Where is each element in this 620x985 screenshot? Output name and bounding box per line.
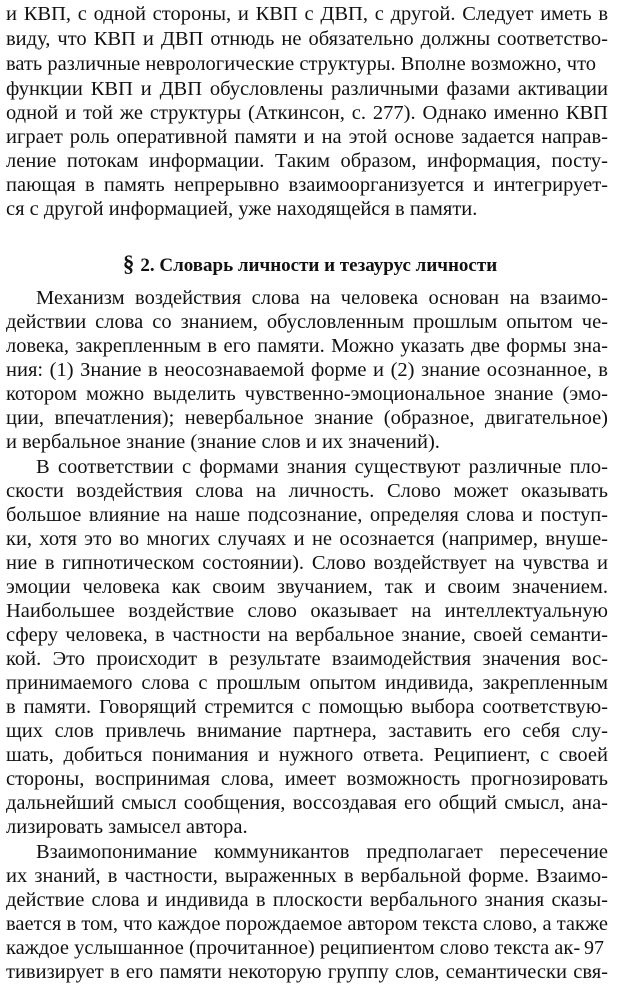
text-line: каждое услышанное (прочитанное) реципиентом слово текста ак- <box>6 937 581 959</box>
section-title: 2. Словарь личности и тезаурус личности <box>140 255 498 276</box>
text-line: кой. Это происходит в результате взаимодействия значения вос- <box>6 648 608 670</box>
text-line: их знаний, в частности, выраженных в вербальной форме. Взаимо- <box>6 865 608 887</box>
text-line: Взаимопонимание коммуникантов предполагает пересечение <box>36 841 608 863</box>
text-line: ловека, закрепленным в его памяти. Можно указать две формы зна- <box>6 335 608 357</box>
text-line: функции КВП и ДВП обусловлены различными фазами активации <box>6 78 608 100</box>
section-symbol: § <box>122 251 135 276</box>
text-line: вается в том, что каждое порождаемое автором текста слово, а также <box>6 913 608 935</box>
text-line: большое влияние на наше подсознание, определяя слова и поступ- <box>6 504 608 526</box>
text-line: принимаемого слова с прошлым опытом индивида, закрепленным <box>6 672 608 694</box>
text-line: В соответствии с формами знания существуют различные пло- <box>36 456 608 478</box>
text-line: и вербальное знание (знание слов и их значений). <box>6 431 440 453</box>
text-line: шать, добиться понимания и нужного ответа. Реципиент, с своей <box>6 744 608 766</box>
text-line: щих слов привлечь внимание партнера, заставить его себя слу- <box>6 720 608 742</box>
text-line: ние в гипнотическом состоянии). Слово воздействует на чувства и <box>6 552 608 574</box>
text-line: в памяти. Говорящий стремится с помощью выбора соответствую- <box>6 696 608 718</box>
text-line: котором можно выделить чувственно-эмоциональное знание (эмо- <box>6 383 608 405</box>
text-line: ции, впечатления); невербальное знание (образное, двигательное) <box>6 407 608 429</box>
text-line: ния: (1) Знание в неосознаваемой форме и (2) знание осознанное, в <box>6 359 608 381</box>
text-line: эмоции человека как своим звучанием, так и своим значением. <box>6 576 608 598</box>
text-line: ся с другой информацией, уже находящейся в памяти. <box>6 198 478 220</box>
text-line: пающая в память непрерывно взаимоорганизуется и интегрирует- <box>6 174 608 196</box>
text-line: ки, хотя это во многих случаях и не осознается (например, внуше- <box>6 528 608 550</box>
text-line: ление потокам информации. Таким образом, информация, посту- <box>6 150 608 172</box>
text-line: дальнейший смысл сообщения, воссоздавая его общий смысл, ана- <box>6 792 608 814</box>
text-line: Наибольшее воздействие слово оказывает на интеллектуальную <box>6 600 608 622</box>
page-number: 97 <box>584 937 604 959</box>
text-line: лизировать замысел автора. <box>6 816 248 838</box>
text-line: Механизм воздействия слова на человека основан на взаимо- <box>36 287 608 309</box>
text-line: одной и той же структуры (Аткинсон, с. 277). Однако именно КВП <box>6 102 608 124</box>
section-heading <box>0 251 620 278</box>
text-line: стороны, воспринимая слова, имеет возможность прогнозировать <box>6 768 608 790</box>
text-line: виду, что КВП и ДВП отнюдь не обязательно должны соответство- <box>6 28 608 50</box>
text-line: действие слова и индивида в плоскости вербального знания сказы- <box>6 889 608 911</box>
text-line: и КВП, с одной стороны, и КВП с ДВП, с другой. Следует иметь в <box>6 3 608 25</box>
text-line: скости воздействия слова на личность. Слово может оказывать <box>6 480 608 502</box>
text-line: действии слова со знанием, обусловленным прошлым опытом че- <box>6 311 608 333</box>
text-line: тивизирует в его памяти некоторую группу слов, семантически свя- <box>6 961 608 983</box>
text-line: играет роль оперативной памяти и на этой основе задается направ- <box>6 126 608 148</box>
text-line: сферу человека, в частности на вербальное знание, своей семанти- <box>6 624 608 646</box>
text-line: вать различные неврологические структуры. Вполне возможно, что <box>6 53 597 75</box>
